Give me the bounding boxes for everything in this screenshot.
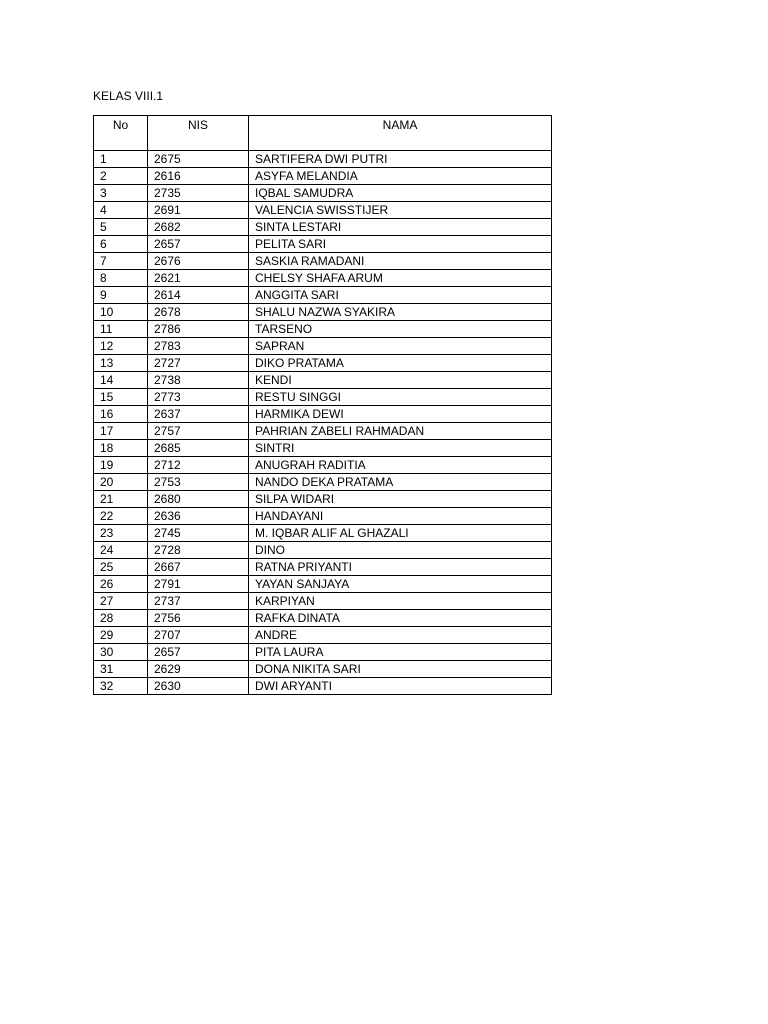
cell-nama: DWI ARYANTI	[249, 678, 552, 695]
cell-no: 28	[94, 610, 148, 627]
cell-nama: YAYAN SANJAYA	[249, 576, 552, 593]
cell-nama: RATNA PRIYANTI	[249, 559, 552, 576]
cell-no: 19	[94, 457, 148, 474]
cell-nama: ANGGITA SARI	[249, 287, 552, 304]
header-nis: NIS	[148, 116, 249, 151]
cell-nama: DONA NIKITA SARI	[249, 661, 552, 678]
cell-nis: 2735	[148, 185, 249, 202]
cell-no: 23	[94, 525, 148, 542]
cell-no: 27	[94, 593, 148, 610]
cell-nama: HANDAYANI	[249, 508, 552, 525]
cell-no: 32	[94, 678, 148, 695]
cell-nis: 2630	[148, 678, 249, 695]
cell-no: 4	[94, 202, 148, 219]
table-row	[94, 355, 552, 372]
cell-nama: PITA LAURA	[249, 644, 552, 661]
table-row	[94, 610, 552, 627]
cell-nis: 2680	[148, 491, 249, 508]
cell-nis: 2728	[148, 542, 249, 559]
table-row	[94, 287, 552, 304]
cell-no: 22	[94, 508, 148, 525]
cell-no: 24	[94, 542, 148, 559]
cell-nama: CHELSY SHAFA ARUM	[249, 270, 552, 287]
table-row	[94, 168, 552, 185]
cell-no: 10	[94, 304, 148, 321]
cell-nis: 2786	[148, 321, 249, 338]
cell-nis: 2667	[148, 559, 249, 576]
table-row	[94, 253, 552, 270]
cell-nama: ASYFA MELANDIA	[249, 168, 552, 185]
class-title: KELAS VIII.1	[93, 89, 164, 103]
cell-nama: SINTRI	[249, 440, 552, 457]
cell-no: 17	[94, 423, 148, 440]
cell-nama: RESTU SINGGI	[249, 389, 552, 406]
table-row	[94, 372, 552, 389]
cell-no: 18	[94, 440, 148, 457]
table-row	[94, 338, 552, 355]
table-row	[94, 508, 552, 525]
cell-no: 14	[94, 372, 148, 389]
cell-no: 5	[94, 219, 148, 236]
cell-no: 12	[94, 338, 148, 355]
cell-nama: SARTIFERA DWI PUTRI	[249, 151, 552, 168]
cell-no: 15	[94, 389, 148, 406]
cell-nis: 2614	[148, 287, 249, 304]
cell-nama: M. IQBAR ALIF AL GHAZALI	[249, 525, 552, 542]
cell-nis: 2657	[148, 236, 249, 253]
cell-nis: 2737	[148, 593, 249, 610]
cell-nis: 2678	[148, 304, 249, 321]
table-row	[94, 525, 552, 542]
table-row	[94, 423, 552, 440]
cell-nama: NANDO DEKA PRATAMA	[249, 474, 552, 491]
cell-nis: 2727	[148, 355, 249, 372]
table-row	[94, 219, 552, 236]
table-row	[94, 321, 552, 338]
table-row	[94, 542, 552, 559]
cell-nis: 2791	[148, 576, 249, 593]
table-row	[94, 457, 552, 474]
table-row	[94, 304, 552, 321]
student-table	[93, 115, 552, 695]
cell-no: 3	[94, 185, 148, 202]
table-row	[94, 576, 552, 593]
table-row	[94, 389, 552, 406]
cell-nis: 2773	[148, 389, 249, 406]
table-row	[94, 236, 552, 253]
table-row	[94, 185, 552, 202]
cell-nis: 2783	[148, 338, 249, 355]
cell-nama: KARPIYAN	[249, 593, 552, 610]
cell-nis: 2753	[148, 474, 249, 491]
cell-nis: 2691	[148, 202, 249, 219]
cell-nama: PAHRIAN ZABELI RAHMADAN	[249, 423, 552, 440]
cell-nis: 2637	[148, 406, 249, 423]
cell-nis: 2745	[148, 525, 249, 542]
table-row	[94, 559, 552, 576]
cell-nama: ANUGRAH RADITIA	[249, 457, 552, 474]
cell-no: 20	[94, 474, 148, 491]
cell-nama: KENDI	[249, 372, 552, 389]
table-row	[94, 593, 552, 610]
cell-nis: 2757	[148, 423, 249, 440]
cell-nama: ANDRE	[249, 627, 552, 644]
cell-nama: HARMIKA DEWI	[249, 406, 552, 423]
cell-nama: SASKIA RAMADANI	[249, 253, 552, 270]
cell-nama: VALENCIA SWISSTIJER	[249, 202, 552, 219]
cell-no: 25	[94, 559, 148, 576]
cell-nis: 2636	[148, 508, 249, 525]
cell-nama: IQBAL SAMUDRA	[249, 185, 552, 202]
table-row	[94, 151, 552, 168]
cell-nis: 2675	[148, 151, 249, 168]
cell-no: 11	[94, 321, 148, 338]
cell-no: 9	[94, 287, 148, 304]
cell-nama: DIKO PRATAMA	[249, 355, 552, 372]
cell-no: 7	[94, 253, 148, 270]
table-row	[94, 678, 552, 695]
table-header-row	[94, 116, 552, 151]
cell-nis: 2756	[148, 610, 249, 627]
cell-no: 29	[94, 627, 148, 644]
cell-nama: DINO	[249, 542, 552, 559]
header-nama: NAMA	[249, 116, 552, 151]
cell-nama: PELITA SARI	[249, 236, 552, 253]
table-row	[94, 270, 552, 287]
cell-nama: TARSENO	[249, 321, 552, 338]
cell-nis: 2629	[148, 661, 249, 678]
cell-nis: 2657	[148, 644, 249, 661]
cell-nis: 2682	[148, 219, 249, 236]
cell-no: 13	[94, 355, 148, 372]
cell-nis: 2712	[148, 457, 249, 474]
table-row	[94, 202, 552, 219]
cell-nama: SAPRAN	[249, 338, 552, 355]
header-no: No	[94, 116, 148, 151]
table-row	[94, 474, 552, 491]
cell-nis: 2616	[148, 168, 249, 185]
cell-no: 2	[94, 168, 148, 185]
cell-nis: 2676	[148, 253, 249, 270]
table-row	[94, 491, 552, 508]
cell-no: 8	[94, 270, 148, 287]
cell-nis: 2685	[148, 440, 249, 457]
table-row	[94, 644, 552, 661]
table-row	[94, 627, 552, 644]
cell-nis: 2621	[148, 270, 249, 287]
cell-no: 31	[94, 661, 148, 678]
table-row	[94, 406, 552, 423]
cell-no: 26	[94, 576, 148, 593]
table-body	[94, 151, 552, 695]
cell-nama: RAFKA DINATA	[249, 610, 552, 627]
cell-no: 21	[94, 491, 148, 508]
cell-no: 6	[94, 236, 148, 253]
cell-nama: SILPA WIDARI	[249, 491, 552, 508]
cell-no: 1	[94, 151, 148, 168]
cell-nama: SHALU NAZWA SYAKIRA	[249, 304, 552, 321]
cell-nis: 2707	[148, 627, 249, 644]
table-row	[94, 661, 552, 678]
cell-no: 16	[94, 406, 148, 423]
cell-nis: 2738	[148, 372, 249, 389]
cell-no: 30	[94, 644, 148, 661]
table-row	[94, 440, 552, 457]
cell-nama: SINTA LESTARI	[249, 219, 552, 236]
